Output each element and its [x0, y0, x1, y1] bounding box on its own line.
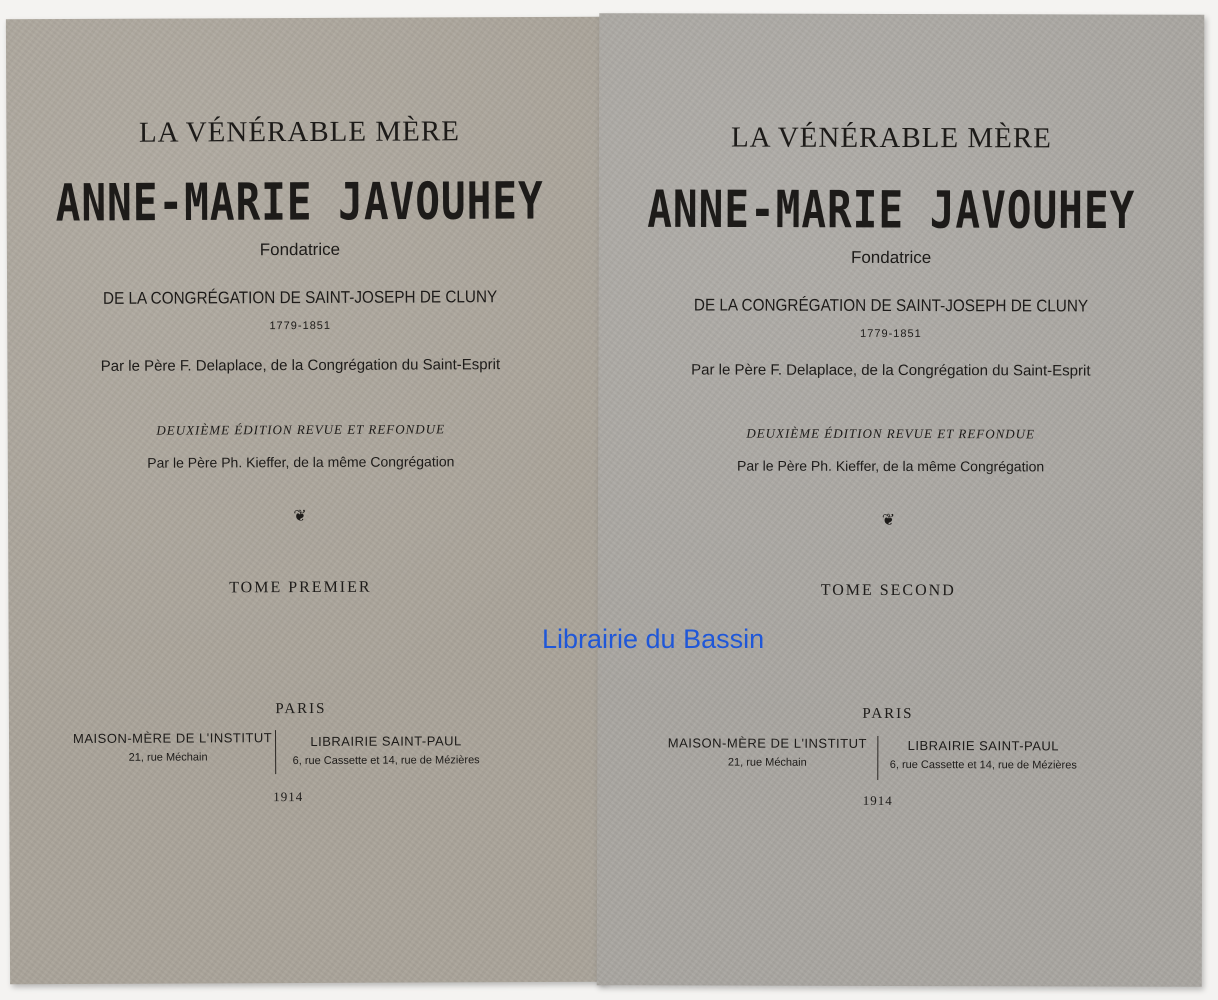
edition-line: DEUXIÈME ÉDITION REVUE ET REFONDUE — [746, 425, 1036, 442]
tome-label: TOME PREMIER — [229, 578, 372, 597]
publisher-left-address: 21, rue Méchain — [128, 751, 208, 764]
publisher-divider — [877, 736, 878, 780]
ornament-icon: ❦ — [293, 507, 307, 526]
author-line: Par le Père F. Delaplace, de la Congrégation du Saint-Esprit — [691, 361, 1091, 380]
city: PARIS — [275, 700, 327, 718]
ornament-icon: ❦ — [881, 511, 896, 529]
edition-line: DEUXIÈME ÉDITION REVUE ET REFONDUE — [156, 421, 446, 438]
book-cover-tome-premier — [6, 17, 606, 985]
dates: 1779-1851 — [860, 327, 922, 341]
tome-label: TOME SECOND — [820, 581, 956, 600]
publisher-right-address: 6, rue Cassette et 14, rue de Mézières — [889, 758, 1077, 772]
publisher-right-name: LIBRAIRIE SAINT-PAUL — [310, 733, 462, 749]
watermark-text: Librairie du Bassin — [542, 624, 765, 654]
book-cover-tome-second — [597, 13, 1205, 987]
year: 1914 — [862, 792, 893, 808]
publisher-left — [73, 730, 273, 764]
publisher-left — [667, 735, 867, 769]
publisher-left-name: MAISON-MÈRE DE L'INSTITUT — [73, 730, 273, 747]
publisher-right-address: 6, rue Cassette et 14, rue de Mézières — [292, 754, 480, 768]
author-line: Par le Père F. Delaplace, de la Congrégation du Saint-Esprit — [100, 356, 501, 375]
year: 1914 — [273, 789, 304, 805]
title-name: ANNE-MARIE JAVOUHEY — [55, 170, 544, 234]
subtitle-fondatrice: Fondatrice — [259, 239, 341, 260]
title-line-1: LA VÉNÉRABLE MÈRE — [138, 115, 460, 149]
publisher-divider — [275, 730, 276, 774]
congregation-line: DE LA CONGRÉGATION DE SAINT-JOSEPH DE CLUNY — [693, 295, 1089, 316]
publisher-left-address: 21, rue Méchain — [727, 756, 807, 769]
title-name: ANNE-MARIE JAVOUHEY — [647, 179, 1136, 241]
publisher-right — [883, 738, 1083, 772]
city: PARIS — [862, 705, 914, 723]
reviser-line: Par le Père Ph. Kieffer, de la même Congrégation — [736, 457, 1045, 475]
publisher-right — [281, 733, 491, 767]
publisher-left-name: MAISON-MÈRE DE L'INSTITUT — [667, 735, 867, 751]
dates: 1779-1851 — [269, 319, 332, 333]
publisher-right-name: LIBRAIRIE SAINT-PAUL — [907, 738, 1060, 754]
subtitle-fondatrice: Fondatrice — [850, 247, 932, 268]
title-line-1: LA VÉNÉRABLE MÈRE — [730, 121, 1052, 155]
congregation-line: DE LA CONGRÉGATION DE SAINT-JOSEPH DE CLUNY — [102, 287, 498, 308]
reviser-line: Par le Père Ph. Kieffer, de la même Congrégation — [147, 453, 455, 471]
